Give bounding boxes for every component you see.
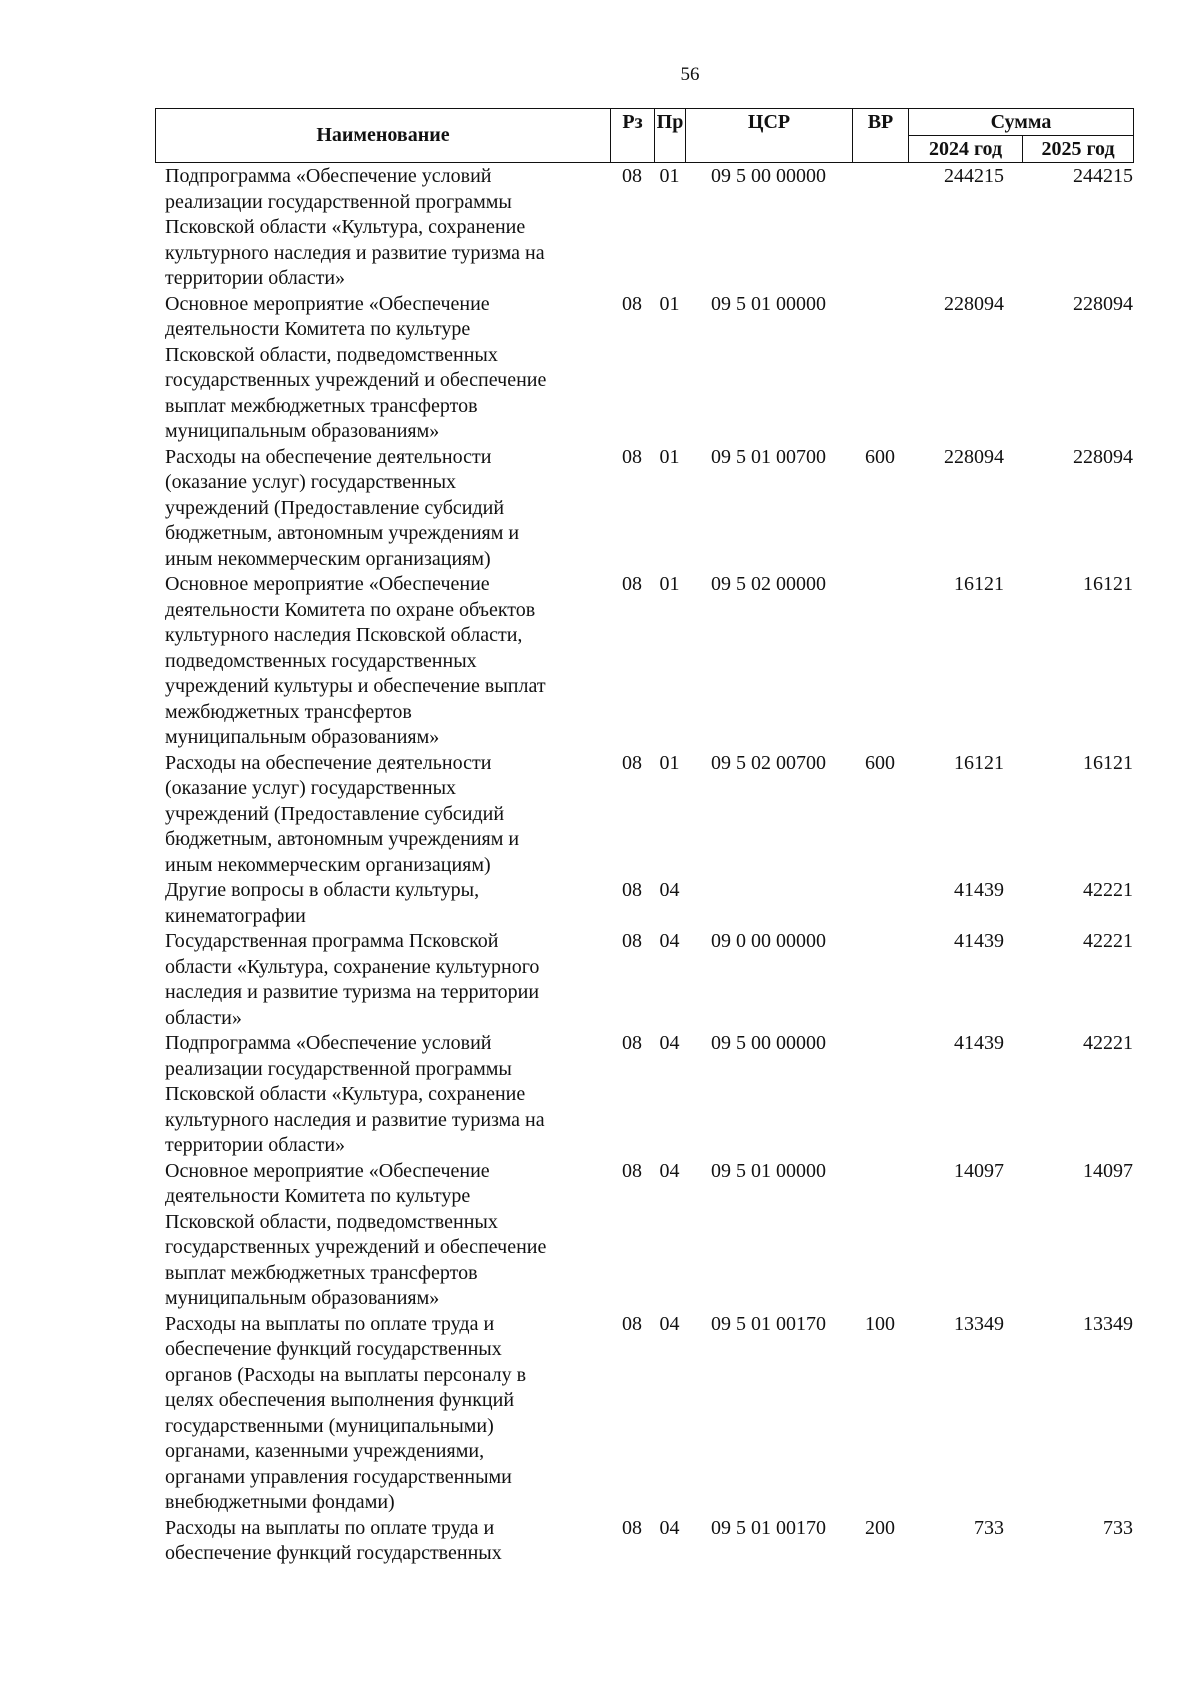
row-amount-2024: 16121 (954, 573, 1004, 595)
row-pr: 01 (659, 292, 680, 315)
row-rz: 08 (622, 573, 642, 595)
row-amount-2025: 13349 (1083, 1312, 1133, 1335)
row-csr: 09 5 01 00000 (711, 1159, 826, 1182)
table-row (155, 1031, 1133, 1159)
row-amount-2025: 14097 (1083, 1159, 1133, 1182)
row-pr: 01 (659, 751, 680, 774)
row-csr: 09 5 02 00000 (711, 573, 826, 595)
row-rz: 08 (622, 1516, 642, 1539)
row-amount-2024: 41439 (954, 1032, 1004, 1054)
row-amount-2024: 14097 (954, 1159, 1004, 1182)
row-name: Расходы на обеспечение деятельности (оказание услуг) государственных учреждений (Предоставление субсидий бюджетным, автономным учреждениям и иным некоммерческим организациям) (165, 751, 520, 876)
budget-table-body (155, 164, 1133, 1567)
header-year-2025: 2025 год (1023, 136, 1134, 163)
row-name: Расходы на выплаты по оплате труда и обеспечение функций государственных органов (Расходы на выплаты персоналу в целях обеспечения выполнения функций государственными (муниципальными) органами, казенными учреждениями, органами управления государственными внебюджетными фондами) (165, 1312, 527, 1513)
table-row (155, 878, 1133, 929)
row-pr: 04 (659, 1516, 680, 1539)
row-name: Основное мероприятие «Обеспечение деятельности Комитета по охране объектов культурного наследия Псковской области, подведомственных государственных учреждений культуры и обеспечение выплат межбюджетных трансфертов муниципальным образованиям» (165, 573, 546, 748)
row-amount-2024: 13349 (954, 1312, 1004, 1335)
row-rz: 08 (622, 879, 642, 901)
row-name: Основное мероприятие «Обеспечение деятельности Комитета по культуре Псковской области, подведомственных государственных учреждений и обеспечение выплат межбюджетных трансфертов муниципальным образованиям» (165, 1159, 547, 1309)
row-amount-2025: 42221 (1083, 1032, 1133, 1054)
row-amount-2025: 16121 (1083, 573, 1133, 595)
header-rz: Рз (611, 109, 655, 163)
table-row (155, 292, 1133, 445)
row-amount-2024: 41439 (954, 930, 1004, 952)
table-row (155, 1312, 1133, 1516)
table-row (155, 572, 1133, 751)
header-name: Наименование (156, 109, 611, 163)
row-amount-2024: 41439 (954, 879, 1004, 901)
row-vr (852, 572, 908, 751)
row-vr: 600 (865, 751, 895, 774)
row-vr (852, 929, 908, 1031)
row-vr: 600 (865, 445, 895, 468)
row-rz: 08 (622, 445, 642, 468)
row-rz: 08 (622, 1312, 642, 1335)
row-vr (852, 878, 908, 929)
table-header (155, 108, 1134, 163)
row-name: Государственная программа Псковской области «Культура, сохранение культурного наследия и развитие туризма на территории области» (165, 930, 540, 1029)
row-rz: 08 (622, 930, 642, 952)
row-pr: 04 (659, 1032, 680, 1054)
row-amount-2024: 733 (974, 1516, 1004, 1539)
row-csr: 09 5 01 00170 (711, 1312, 826, 1335)
header-csr: ЦСР (686, 109, 853, 163)
header-year-2024: 2024 год (909, 136, 1023, 163)
row-pr: 04 (659, 930, 680, 952)
row-rz: 08 (622, 165, 642, 187)
row-csr: 09 5 01 00000 (711, 292, 826, 315)
row-name: Подпрограмма «Обеспечение условий реализации государственной программы Псковской области «Культура, сохранение культурного наследия и развитие туризма на территории области» (165, 165, 545, 289)
row-name: Подпрограмма «Обеспечение условий реализации государственной программы Псковской области «Культура, сохранение культурного наследия и развитие туризма на территории области» (165, 1032, 545, 1156)
row-name: Основное мероприятие «Обеспечение деятельности Комитета по культуре Псковской области, подведомственных государственных учреждений и обеспечение выплат межбюджетных трансфертов муниципальным образованиям» (165, 292, 547, 442)
row-amount-2024: 228094 (944, 292, 1004, 315)
row-vr: 100 (865, 1312, 895, 1335)
row-pr: 01 (659, 573, 680, 595)
table-row (155, 445, 1133, 573)
row-amount-2025: 228094 (1073, 445, 1133, 468)
row-rz: 08 (622, 1159, 642, 1182)
row-amount-2024: 16121 (954, 751, 1004, 774)
header-pr: Пр (655, 109, 686, 163)
header-sum: Сумма (909, 109, 1134, 136)
row-vr (852, 292, 908, 445)
row-csr: 09 5 00 00000 (711, 165, 826, 187)
row-amount-2025: 42221 (1083, 930, 1133, 952)
header-vr: ВР (853, 109, 909, 163)
row-amount-2024: 228094 (944, 445, 1004, 468)
row-amount-2024: 244215 (944, 165, 1004, 187)
row-pr: 04 (659, 1312, 680, 1335)
page-number: 56 (680, 64, 700, 85)
table-row (155, 929, 1133, 1031)
row-vr (852, 164, 908, 292)
row-name: Расходы на обеспечение деятельности (оказание услуг) государственных учреждений (Предоставление субсидий бюджетным, автономным учреждениям и иным некоммерческим организациям) (165, 445, 520, 570)
row-amount-2025: 244215 (1073, 165, 1133, 187)
row-csr: 09 5 00 00000 (711, 1032, 826, 1054)
row-rz: 08 (622, 292, 642, 315)
row-csr (685, 878, 852, 929)
row-csr: 09 5 01 00700 (711, 445, 826, 468)
row-pr: 04 (659, 1159, 680, 1182)
row-pr: 01 (659, 445, 680, 468)
row-pr: 01 (659, 165, 680, 187)
table-row (155, 751, 1133, 879)
row-name: Другие вопросы в области культуры, кинематографии (165, 879, 480, 927)
row-amount-2025: 733 (1103, 1516, 1133, 1539)
row-rz: 08 (622, 1032, 642, 1054)
row-amount-2025: 16121 (1083, 751, 1133, 774)
row-csr: 09 5 01 00170 (711, 1516, 826, 1539)
row-csr: 09 0 00 00000 (711, 930, 826, 952)
row-pr: 04 (659, 879, 680, 901)
row-vr (852, 1031, 908, 1159)
row-amount-2025: 228094 (1073, 292, 1133, 315)
row-amount-2025: 42221 (1083, 879, 1133, 901)
table-row (155, 1159, 1133, 1312)
row-csr: 09 5 02 00700 (711, 751, 826, 774)
table-row (155, 164, 1133, 292)
row-vr (852, 1159, 908, 1312)
row-name: Расходы на выплаты по оплате труда и обеспечение функций государственных (165, 1516, 502, 1564)
table-row (155, 1516, 1133, 1567)
row-vr: 200 (865, 1516, 895, 1539)
row-rz: 08 (622, 751, 642, 774)
